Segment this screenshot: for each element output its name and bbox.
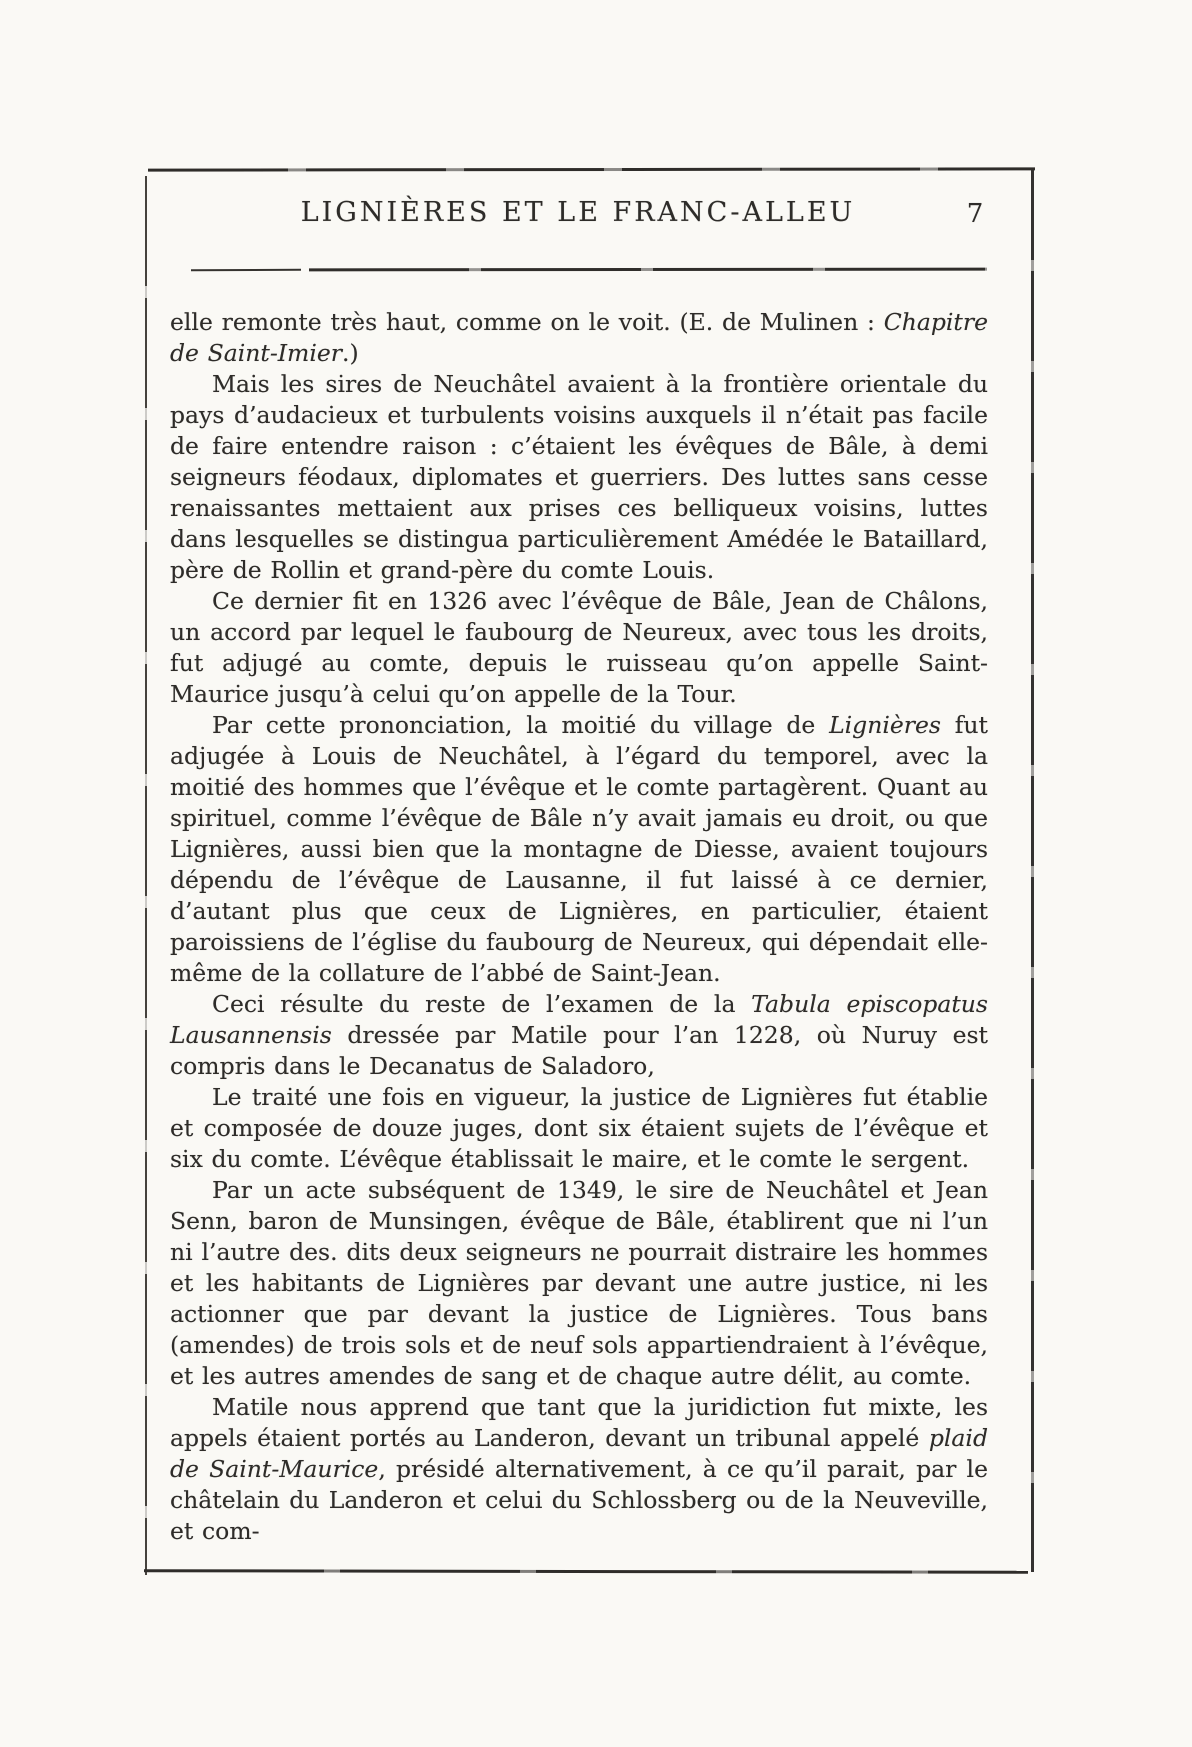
paragraph [170,710,988,989]
page-border-bottom [144,1569,1028,1574]
text-run: elle remonte très haut, comme on le voit. (E. de Mulinen : [170,308,884,336]
running-header-title: LIGNIÈRES ET LE FRANC-ALLEU [300,197,856,228]
text-run: Mais les sires de Neuchâtel avaient à la frontière orientale du pays d’audacieux et turbulents voisins auxquels il n’était pas facile de faire entendre raison : c’étaient les évêques de Bâle, à demi seigneurs féodaux, diplomates et guerriers. Des luttes sans cesse renaissantes mettaient aux prises ces belliqueux voisins, luttes dans lesquelles se distingua particulièrement Amédée le Bataillard, père de Rollin et grand-père du comte Louis. [170,370,988,584]
paragraph [170,369,988,586]
paragraph [170,1392,988,1547]
text-run: Ce dernier fit en 1326 avec l’évêque de Bâle, Jean de Châlons, un accord par lequel le faubourg de Neureux, avec tous les droits, fut adjugé au comte, depuis le ruisseau qu’on appelle Saint-Maurice jusqu’à celui qu’on appelle de la Tour. [170,587,988,708]
paragraph [170,586,988,710]
text-run: dressée par Matile pour l’an 1228, où Nuruy est compris dans le Decanatus de Saladoro, [170,1021,988,1080]
italic-run: plaid de Saint-Maurice [170,1424,988,1483]
italic-run: Chapitre de Saint-Imier [170,308,988,367]
paragraph [170,1082,988,1175]
text-run: .) [342,339,359,367]
page-number: 7 [966,199,984,229]
text-run: Matile nous apprend que tant que la juridiction fut mixte, les appels étaient portés au Landeron, devant un tribunal appelé [170,1393,988,1452]
page-border-top [148,167,1035,171]
italic-run: Tabula episcopatus Lausannensis [170,990,988,1049]
text-run: Le traité une fois en vigueur, la justice de Lignières fut établie et composée de douze juges, dont six étaient sujets de l’évêque et six du comte. L’évêque établissait le maire, et le comte le sergent. [170,1083,988,1173]
text-run: Ceci résulte du reste de l’examen de la [212,990,752,1018]
body-text [170,307,988,1547]
paragraph [170,1175,988,1392]
page-border-right [1031,170,1034,1572]
italic-run: Lignières [829,711,941,739]
paragraph [170,989,988,1082]
header-rule-segment-right [309,268,987,272]
text-run: fut adjugée à Louis de Neuchâtel, à l’égard du temporel, avec la moitié des hommes que l’évêque et le comte partagèrent. Quant au spirituel, comme l’évêque de Bâle n’y avait jamais eu droit, ou que Lignières, aussi bien que la montagne de Diesse, avaient toujours dépendu de l’évêque de Lausanne, il fut laissé à ce dernier, d’autant plus que ceux de Lignières, en particulier, étaient paroissiens de l’église du faubourg de Neureux, qui dépendait elle-même de la collature de l’abbé de Saint-Jean. [170,711,988,987]
text-run: , présidé alternativement, à ce qu’il parait, par le châtelain du Landeron et celui du Schlossberg ou de la Neuveville, et com- [170,1455,988,1545]
header-rule-segment-left [191,269,301,271]
text-run: Par un acte subséquent de 1349, le sire de Neuchâtel et Jean Senn, baron de Munsingen, évêque de Bâle, établirent que ni l’un ni l’autre des. dits deux seigneurs ne pourrait distraire les hommes et les habitants de Lignières par devant une autre justice, ni les actionner que par devant la justice de Lignières. Tous bans (amendes) de trois sols et de neuf sols appartiendraient à l’évêque, et les autres amendes de sang et de chaque autre délit, au comte. [170,1176,988,1390]
paragraph [170,307,988,369]
text-run: Par cette prononciation, la moitié du village de [212,711,830,739]
page-border-left [145,176,147,1575]
